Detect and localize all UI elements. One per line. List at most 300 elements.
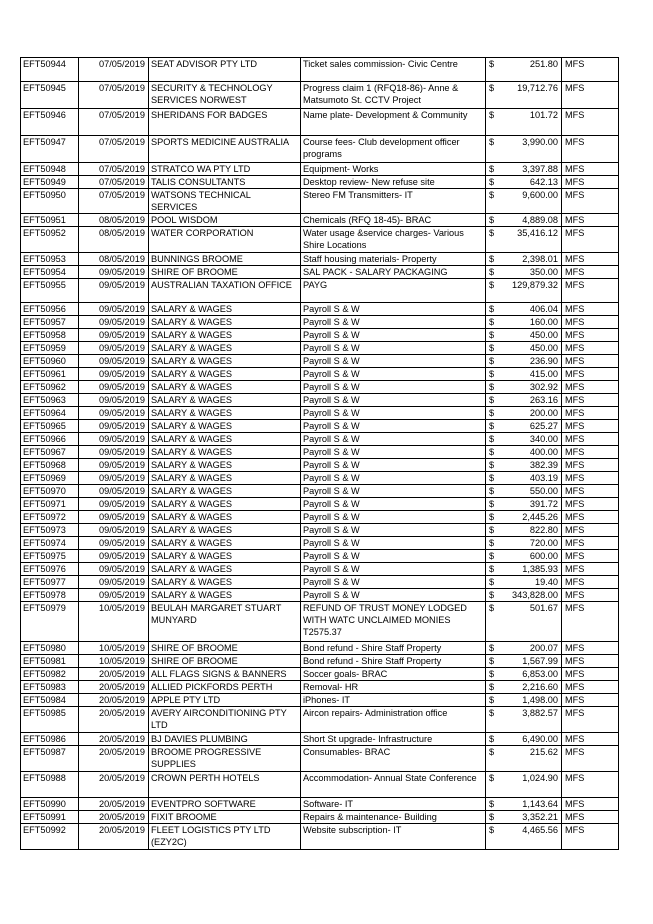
payee-name: SALARY & WAGES [149, 563, 301, 576]
eft-reference: EFT50952 [21, 227, 79, 253]
currency-symbol: $ [486, 681, 502, 694]
currency-symbol: $ [486, 446, 502, 459]
payment-description: Payroll S & W [301, 498, 486, 511]
currency-symbol: $ [486, 58, 502, 82]
table-row [21, 407, 619, 420]
currency-symbol: $ [486, 329, 502, 342]
bank-code: MFS [562, 550, 619, 563]
bank-code: MFS [562, 407, 619, 420]
payment-date: 09/05/2019 [79, 498, 149, 511]
payment-description: Website subscription- IT [301, 824, 486, 850]
table-row [21, 589, 619, 602]
payment-amount: 129,879.32 [502, 279, 562, 303]
payment-amount: 215.62 [502, 746, 562, 772]
currency-symbol: $ [486, 655, 502, 668]
payment-date: 09/05/2019 [79, 303, 149, 316]
currency-symbol: $ [486, 811, 502, 824]
bank-code: MFS [562, 524, 619, 537]
table-row [21, 602, 619, 642]
table-row [21, 266, 619, 279]
eft-reference: EFT50962 [21, 381, 79, 394]
bank-code: MFS [562, 733, 619, 746]
eft-reference: EFT50948 [21, 163, 79, 176]
eft-reference: EFT50972 [21, 511, 79, 524]
payment-date: 09/05/2019 [79, 279, 149, 303]
payment-amount: 415.00 [502, 368, 562, 381]
bank-code: MFS [562, 394, 619, 407]
payment-amount: 406.04 [502, 303, 562, 316]
bank-code: MFS [562, 176, 619, 189]
payment-date: 10/05/2019 [79, 602, 149, 642]
bank-code: MFS [562, 824, 619, 850]
payment-date: 07/05/2019 [79, 189, 149, 214]
bank-code: MFS [562, 279, 619, 303]
currency-symbol: $ [486, 694, 502, 707]
payment-date: 08/05/2019 [79, 227, 149, 253]
payment-amount: 263.16 [502, 394, 562, 407]
payment-amount: 6,490.00 [502, 733, 562, 746]
eft-reference: EFT50991 [21, 811, 79, 824]
eft-reference: EFT50969 [21, 472, 79, 485]
table-row [21, 342, 619, 355]
payment-date: 20/05/2019 [79, 798, 149, 811]
payment-date: 20/05/2019 [79, 668, 149, 681]
payee-name: SECURITY & TECHNOLOGY SERVICES NORWEST [149, 82, 301, 109]
bank-code: MFS [562, 381, 619, 394]
payment-description: Payroll S & W [301, 303, 486, 316]
table-row [21, 733, 619, 746]
payee-name: SALARY & WAGES [149, 355, 301, 368]
table-row [21, 82, 619, 109]
payment-date: 09/05/2019 [79, 589, 149, 602]
payee-name: SHIRE OF BROOME [149, 266, 301, 279]
bank-code: MFS [562, 253, 619, 266]
bank-code: MFS [562, 798, 619, 811]
payment-date: 08/05/2019 [79, 214, 149, 227]
payment-amount: 1,385.93 [502, 563, 562, 576]
payment-amount: 720.00 [502, 537, 562, 550]
eft-reference: EFT50950 [21, 189, 79, 214]
bank-code: MFS [562, 342, 619, 355]
payee-name: SALARY & WAGES [149, 394, 301, 407]
payment-amount: 343,828.00 [502, 589, 562, 602]
payment-amount: 642.13 [502, 176, 562, 189]
payee-name: SEAT ADVISOR PTY LTD [149, 58, 301, 82]
eft-reference: EFT50984 [21, 694, 79, 707]
eft-reference: EFT50944 [21, 58, 79, 82]
eft-reference: EFT50956 [21, 303, 79, 316]
payment-description: Payroll S & W [301, 537, 486, 550]
bank-code: MFS [562, 668, 619, 681]
currency-symbol: $ [486, 189, 502, 214]
payee-name: SALARY & WAGES [149, 368, 301, 381]
payment-description: Bond refund - Shire Staff Property [301, 642, 486, 655]
payee-name: SALARY & WAGES [149, 329, 301, 342]
eft-reference: EFT50975 [21, 550, 79, 563]
eft-reference: EFT50955 [21, 279, 79, 303]
table-row [21, 433, 619, 446]
payee-name: SALARY & WAGES [149, 407, 301, 420]
table-row [21, 176, 619, 189]
table-row [21, 524, 619, 537]
currency-symbol: $ [486, 707, 502, 733]
payment-amount: 340.00 [502, 433, 562, 446]
payee-name: SHIRE OF BROOME [149, 655, 301, 668]
table-row [21, 381, 619, 394]
currency-symbol: $ [486, 279, 502, 303]
payment-amount: 19,712.76 [502, 82, 562, 109]
payment-description: Payroll S & W [301, 355, 486, 368]
payment-description: Staff housing materials- Property [301, 253, 486, 266]
eft-reference: EFT50968 [21, 459, 79, 472]
payment-date: 20/05/2019 [79, 746, 149, 772]
eft-reference: EFT50954 [21, 266, 79, 279]
payment-description: Stereo FM Transmitters- IT [301, 189, 486, 214]
currency-symbol: $ [486, 550, 502, 563]
payee-name: SALARY & WAGES [149, 524, 301, 537]
eft-reference: EFT50992 [21, 824, 79, 850]
currency-symbol: $ [486, 433, 502, 446]
eft-reference: EFT50985 [21, 707, 79, 733]
payee-name: BJ DAVIES PLUMBING [149, 733, 301, 746]
bank-code: MFS [562, 136, 619, 163]
currency-symbol: $ [486, 266, 502, 279]
currency-symbol: $ [486, 485, 502, 498]
payee-name: SALARY & WAGES [149, 498, 301, 511]
payment-date: 10/05/2019 [79, 655, 149, 668]
bank-code: MFS [562, 227, 619, 253]
currency-symbol: $ [486, 459, 502, 472]
eft-reference: EFT50957 [21, 316, 79, 329]
currency-symbol: $ [486, 342, 502, 355]
payment-description: SAL PACK - SALARY PACKAGING [301, 266, 486, 279]
payment-amount: 200.00 [502, 407, 562, 420]
eft-reference: EFT50953 [21, 253, 79, 266]
payment-amount: 625.27 [502, 420, 562, 433]
payment-date: 20/05/2019 [79, 824, 149, 850]
payment-date: 20/05/2019 [79, 772, 149, 798]
currency-symbol: $ [486, 642, 502, 655]
payment-amount: 19.40 [502, 576, 562, 589]
payment-description: Payroll S & W [301, 342, 486, 355]
payment-date: 07/05/2019 [79, 58, 149, 82]
payee-name: SALARY & WAGES [149, 550, 301, 563]
payment-description: Course fees- Club development officer programs [301, 136, 486, 163]
payment-description: Aircon repairs- Administration office [301, 707, 486, 733]
table-row [21, 772, 619, 798]
payment-date: 07/05/2019 [79, 176, 149, 189]
payment-description: Payroll S & W [301, 563, 486, 576]
table-row [21, 550, 619, 563]
payee-name: SALARY & WAGES [149, 316, 301, 329]
payment-date: 09/05/2019 [79, 316, 149, 329]
payment-date: 10/05/2019 [79, 642, 149, 655]
payee-name: SALARY & WAGES [149, 381, 301, 394]
table-row [21, 576, 619, 589]
payment-description: Soccer goals- BRAC [301, 668, 486, 681]
payment-amount: 403.19 [502, 472, 562, 485]
table-row [21, 485, 619, 498]
currency-symbol: $ [486, 746, 502, 772]
eft-reference: EFT50988 [21, 772, 79, 798]
payment-date: 09/05/2019 [79, 329, 149, 342]
payee-name: SALARY & WAGES [149, 537, 301, 550]
currency-symbol: $ [486, 136, 502, 163]
payment-description: Name plate- Development & Community [301, 109, 486, 136]
table-row [21, 668, 619, 681]
payee-name: AVERY AIRCONDITIONING PTY LTD [149, 707, 301, 733]
table-row [21, 109, 619, 136]
eft-reference: EFT50964 [21, 407, 79, 420]
table-row [21, 707, 619, 733]
payment-description: Payroll S & W [301, 472, 486, 485]
payee-name: BEULAH MARGARET STUART MUNYARD [149, 602, 301, 642]
table-row [21, 746, 619, 772]
bank-code: MFS [562, 485, 619, 498]
payee-name: ALLIED PICKFORDS PERTH [149, 681, 301, 694]
payee-name: FIXIT BROOME [149, 811, 301, 824]
payment-description: Payroll S & W [301, 524, 486, 537]
bank-code: MFS [562, 602, 619, 642]
payee-name: WATSONS TECHNICAL SERVICES [149, 189, 301, 214]
payee-name: POOL WISDOM [149, 214, 301, 227]
payment-amount: 302.92 [502, 381, 562, 394]
payment-date: 07/05/2019 [79, 82, 149, 109]
payment-description: Payroll S & W [301, 459, 486, 472]
bank-code: MFS [562, 214, 619, 227]
payment-description: Removal- HR [301, 681, 486, 694]
currency-symbol: $ [486, 772, 502, 798]
table-row [21, 303, 619, 316]
payment-description: Payroll S & W [301, 576, 486, 589]
table-row [21, 227, 619, 253]
eft-reference: EFT50978 [21, 589, 79, 602]
payment-amount: 35,416.12 [502, 227, 562, 253]
payment-amount: 450.00 [502, 329, 562, 342]
bank-code: MFS [562, 563, 619, 576]
eft-reference: EFT50970 [21, 485, 79, 498]
payee-name: ALL FLAGS SIGNS & BANNERS [149, 668, 301, 681]
eft-reference: EFT50946 [21, 109, 79, 136]
payment-date: 09/05/2019 [79, 381, 149, 394]
payee-name: SHERIDANS FOR BADGES [149, 109, 301, 136]
bank-code: MFS [562, 707, 619, 733]
eft-reference: EFT50983 [21, 681, 79, 694]
currency-symbol: $ [486, 303, 502, 316]
eft-reference: EFT50966 [21, 433, 79, 446]
payee-name: CROWN PERTH HOTELS [149, 772, 301, 798]
bank-code: MFS [562, 58, 619, 82]
payment-date: 09/05/2019 [79, 446, 149, 459]
payment-date: 07/05/2019 [79, 163, 149, 176]
table-row [21, 694, 619, 707]
payment-amount: 550.00 [502, 485, 562, 498]
payment-date: 08/05/2019 [79, 253, 149, 266]
bank-code: MFS [562, 368, 619, 381]
payment-amount: 2,398.01 [502, 253, 562, 266]
eft-reference: EFT50947 [21, 136, 79, 163]
table-row [21, 498, 619, 511]
payment-date: 20/05/2019 [79, 733, 149, 746]
payee-name: WATER CORPORATION [149, 227, 301, 253]
payment-amount: 822.80 [502, 524, 562, 537]
payment-amount: 6,853.00 [502, 668, 562, 681]
bank-code: MFS [562, 82, 619, 109]
eft-reference: EFT50981 [21, 655, 79, 668]
payment-amount: 501.67 [502, 602, 562, 642]
payment-amount: 391.72 [502, 498, 562, 511]
payment-amount: 1,498.00 [502, 694, 562, 707]
payment-description: Ticket sales commission- Civic Centre [301, 58, 486, 82]
table-row [21, 511, 619, 524]
payment-date: 20/05/2019 [79, 681, 149, 694]
payee-name: SALARY & WAGES [149, 511, 301, 524]
bank-code: MFS [562, 472, 619, 485]
table-row [21, 563, 619, 576]
eft-reference: EFT50974 [21, 537, 79, 550]
payment-amount: 3,990.00 [502, 136, 562, 163]
payee-name: SPORTS MEDICINE AUSTRALIA [149, 136, 301, 163]
eft-reference: EFT50958 [21, 329, 79, 342]
bank-code: MFS [562, 681, 619, 694]
payment-description: Payroll S & W [301, 407, 486, 420]
eft-reference: EFT50961 [21, 368, 79, 381]
eft-reference: EFT50980 [21, 642, 79, 655]
payee-name: BUNNINGS BROOME [149, 253, 301, 266]
payment-description: Payroll S & W [301, 446, 486, 459]
table-row [21, 279, 619, 303]
payment-date: 09/05/2019 [79, 394, 149, 407]
table-row [21, 253, 619, 266]
currency-symbol: $ [486, 668, 502, 681]
payment-date: 09/05/2019 [79, 550, 149, 563]
bank-code: MFS [562, 329, 619, 342]
table-row [21, 811, 619, 824]
bank-code: MFS [562, 459, 619, 472]
bank-code: MFS [562, 811, 619, 824]
payment-date: 20/05/2019 [79, 694, 149, 707]
payee-name: SALARY & WAGES [149, 576, 301, 589]
eft-reference: EFT50973 [21, 524, 79, 537]
eft-reference: EFT50979 [21, 602, 79, 642]
payment-description: Payroll S & W [301, 420, 486, 433]
payment-date: 09/05/2019 [79, 472, 149, 485]
eft-reference: EFT50977 [21, 576, 79, 589]
payee-name: SALARY & WAGES [149, 459, 301, 472]
currency-symbol: $ [486, 355, 502, 368]
payment-amount: 350.00 [502, 266, 562, 279]
payment-description: Payroll S & W [301, 394, 486, 407]
payment-description: REFUND OF TRUST MONEY LODGED WITH WATC UNCLAIMED MONIES T2575.37 [301, 602, 486, 642]
payment-date: 09/05/2019 [79, 524, 149, 537]
payment-amount: 9,600.00 [502, 189, 562, 214]
eft-reference: EFT50982 [21, 668, 79, 681]
payment-description: Accommodation- Annual State Conference [301, 772, 486, 798]
payee-name: SALARY & WAGES [149, 433, 301, 446]
payment-date: 09/05/2019 [79, 563, 149, 576]
bank-code: MFS [562, 420, 619, 433]
currency-symbol: $ [486, 472, 502, 485]
eft-reference: EFT50959 [21, 342, 79, 355]
payment-amount: 236.90 [502, 355, 562, 368]
currency-symbol: $ [486, 563, 502, 576]
payment-amount: 3,882.57 [502, 707, 562, 733]
currency-symbol: $ [486, 82, 502, 109]
payee-name: EVENTPRO SOFTWARE [149, 798, 301, 811]
bank-code: MFS [562, 189, 619, 214]
payment-date: 09/05/2019 [79, 420, 149, 433]
payment-date: 09/05/2019 [79, 355, 149, 368]
payment-description: Payroll S & W [301, 433, 486, 446]
currency-symbol: $ [486, 511, 502, 524]
payment-amount: 1,143.64 [502, 798, 562, 811]
payee-name: SALARY & WAGES [149, 472, 301, 485]
bank-code: MFS [562, 316, 619, 329]
table-row [21, 394, 619, 407]
payment-description: Chemicals (RFQ 18-45)- BRAC [301, 214, 486, 227]
bank-code: MFS [562, 498, 619, 511]
currency-symbol: $ [486, 381, 502, 394]
table-row [21, 824, 619, 850]
payment-amount: 1,567.99 [502, 655, 562, 668]
payment-amount: 2,216.60 [502, 681, 562, 694]
payment-description: Payroll S & W [301, 381, 486, 394]
table-row [21, 368, 619, 381]
payment-description: iPhones- IT [301, 694, 486, 707]
table-row [21, 459, 619, 472]
table-row [21, 642, 619, 655]
payment-description: Equipment- Works [301, 163, 486, 176]
payment-date: 20/05/2019 [79, 707, 149, 733]
table-row [21, 329, 619, 342]
payment-date: 09/05/2019 [79, 368, 149, 381]
payment-date: 20/05/2019 [79, 811, 149, 824]
eft-reference: EFT50986 [21, 733, 79, 746]
payment-amount: 4,889.08 [502, 214, 562, 227]
payment-date: 09/05/2019 [79, 537, 149, 550]
bank-code: MFS [562, 772, 619, 798]
currency-symbol: $ [486, 407, 502, 420]
table-row [21, 355, 619, 368]
bank-code: MFS [562, 511, 619, 524]
table-row [21, 537, 619, 550]
payment-amount: 3,397.88 [502, 163, 562, 176]
bank-code: MFS [562, 109, 619, 136]
payment-date: 09/05/2019 [79, 459, 149, 472]
table-row [21, 472, 619, 485]
payment-date: 09/05/2019 [79, 433, 149, 446]
payment-amount: 400.00 [502, 446, 562, 459]
payment-amount: 1,024.90 [502, 772, 562, 798]
table-row [21, 58, 619, 82]
bank-code: MFS [562, 589, 619, 602]
currency-symbol: $ [486, 524, 502, 537]
currency-symbol: $ [486, 537, 502, 550]
bank-code: MFS [562, 303, 619, 316]
bank-code: MFS [562, 576, 619, 589]
payment-date: 09/05/2019 [79, 511, 149, 524]
payment-date: 09/05/2019 [79, 576, 149, 589]
currency-symbol: $ [486, 316, 502, 329]
payee-name: AUSTRALIAN TAXATION OFFICE [149, 279, 301, 303]
currency-symbol: $ [486, 420, 502, 433]
payment-description: Short St upgrade- Infrastructure [301, 733, 486, 746]
payment-amount: 382.39 [502, 459, 562, 472]
currency-symbol: $ [486, 576, 502, 589]
table-row [21, 316, 619, 329]
payment-amount: 251.80 [502, 58, 562, 82]
eft-reference: EFT50951 [21, 214, 79, 227]
